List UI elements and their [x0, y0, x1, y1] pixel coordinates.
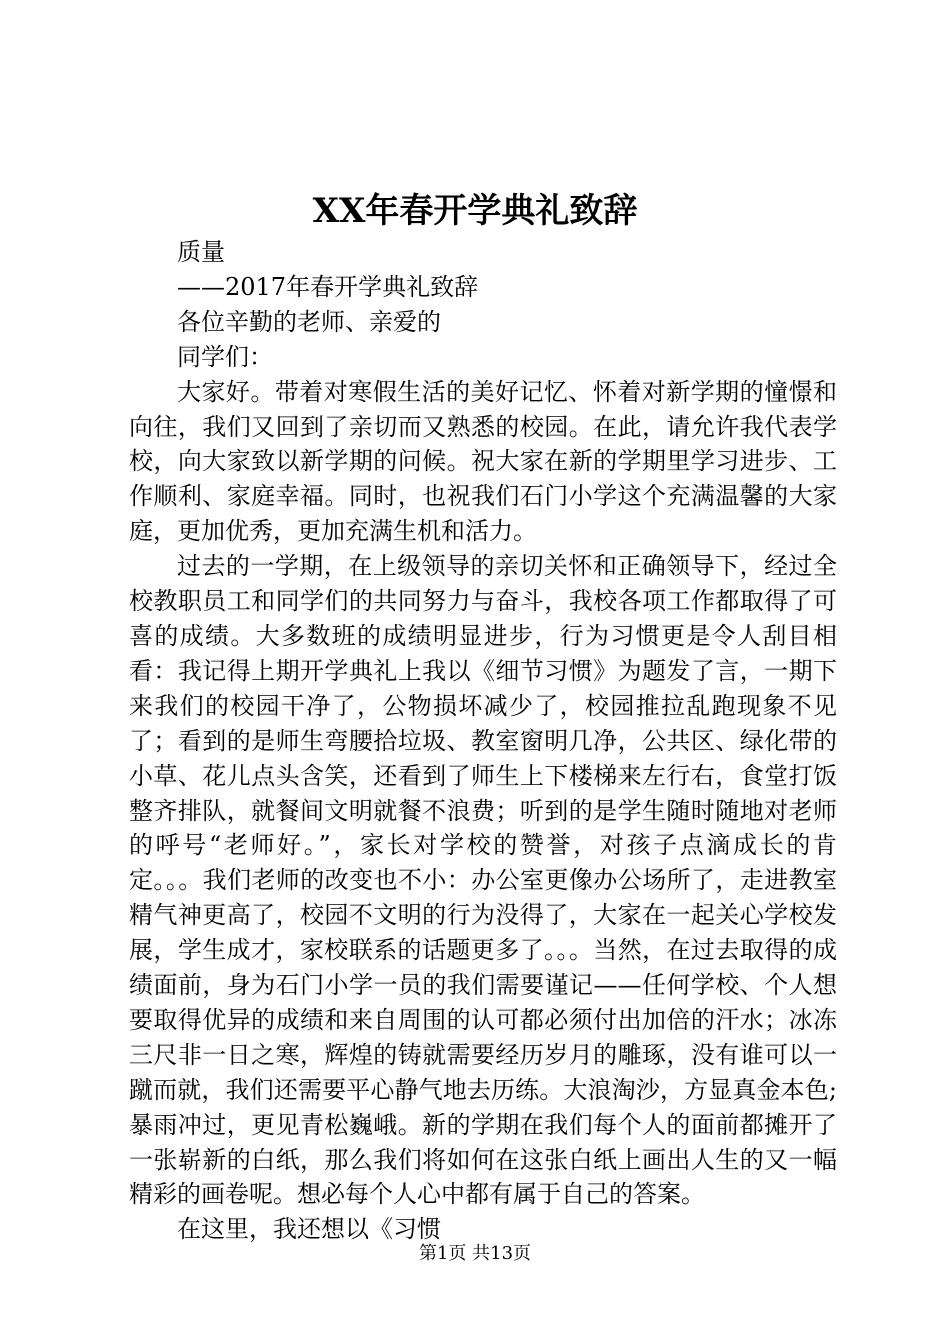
paragraph-review: 过去的一学期，在上级领导的亲切关怀和正确领导下，经过全校教职员工和同学们的共同努力与奋斗，我校各项工作都取得了可喜的成绩。大多数班的成绩明显进步，行为习惯更是令人刮目相看：我记得上期开学典礼上我以《细节习惯》为题发了言，一期下来我们的校园干净了，公物损坏减少了，校园推拉乱跑现象不见了；看到的是师生弯腰拾垃圾、教室窗明几净，公共区、绿化带的小草、花儿点头含笑，还看到了师生上下楼梯来左行右，食堂打饭整齐排队，就餐间文明就餐不浪费；听到的是学生随时随地对老师的呼号“老师好。”，家长对学校的赞誉，对孩子点滴成长的肯定。。。我们老师的改变也不小：办公室更像办公场所了，走进教室精气神更高了，校园不文明的行为没得了，大家在一起关心学校发展，学生成才，家校联系的话题更多了。。。当然，在过去取得的成绩面前，身为石门小学一员的我们需要谨记——任何学校、个人想要取得优异的成绩和来自周围的认可都必须付出加倍的汗水；冰冻三尺非一日之寒，辉煌的铸就需要经历岁月的雕琢，没有谁可以一蹴而就，我们还需要平心静气地去历练。大浪淘沙，方显真金本色;暴雨冲过，更见青松巍峨。新的学期在我们每个人的面前都摊开了一张崭新的白纸，那么我们将如何在这张白纸上画出人生的又一幅精彩的画卷呢。想必每个人心中都有属于自己的答案。: [129, 552, 837, 1209]
paragraph-opening: 大家好。带着对寒假生活的美好记忆、怀着对新学期的憧憬和向往，我们又回到了亲切而又熟悉的校园。在此，请允许我代表学校，向大家致以新学期的问候。祝大家在新的学期里学习进步、工作顺利、家庭幸福。同时，也祝我们石门小学这个充满温馨的大家庭，更加优秀，更加充满生机和活力。: [129, 377, 837, 546]
line-subtitle: ——2017年春开学典礼致辞: [177, 272, 479, 301]
document-title: XX年春开学典礼致辞: [312, 191, 638, 231]
line-greeting-teachers: 各位辛勤的老师、亲爱的: [177, 307, 441, 336]
paragraph-habits: 在这里，我还想以《习惯: [177, 1215, 441, 1244]
document-body: [129, 235, 837, 1247]
page-footer: 第1页 共13页: [418, 1243, 532, 1264]
line-quality: 质量: [177, 238, 225, 266]
line-greeting-students: 同学们：: [177, 342, 273, 371]
